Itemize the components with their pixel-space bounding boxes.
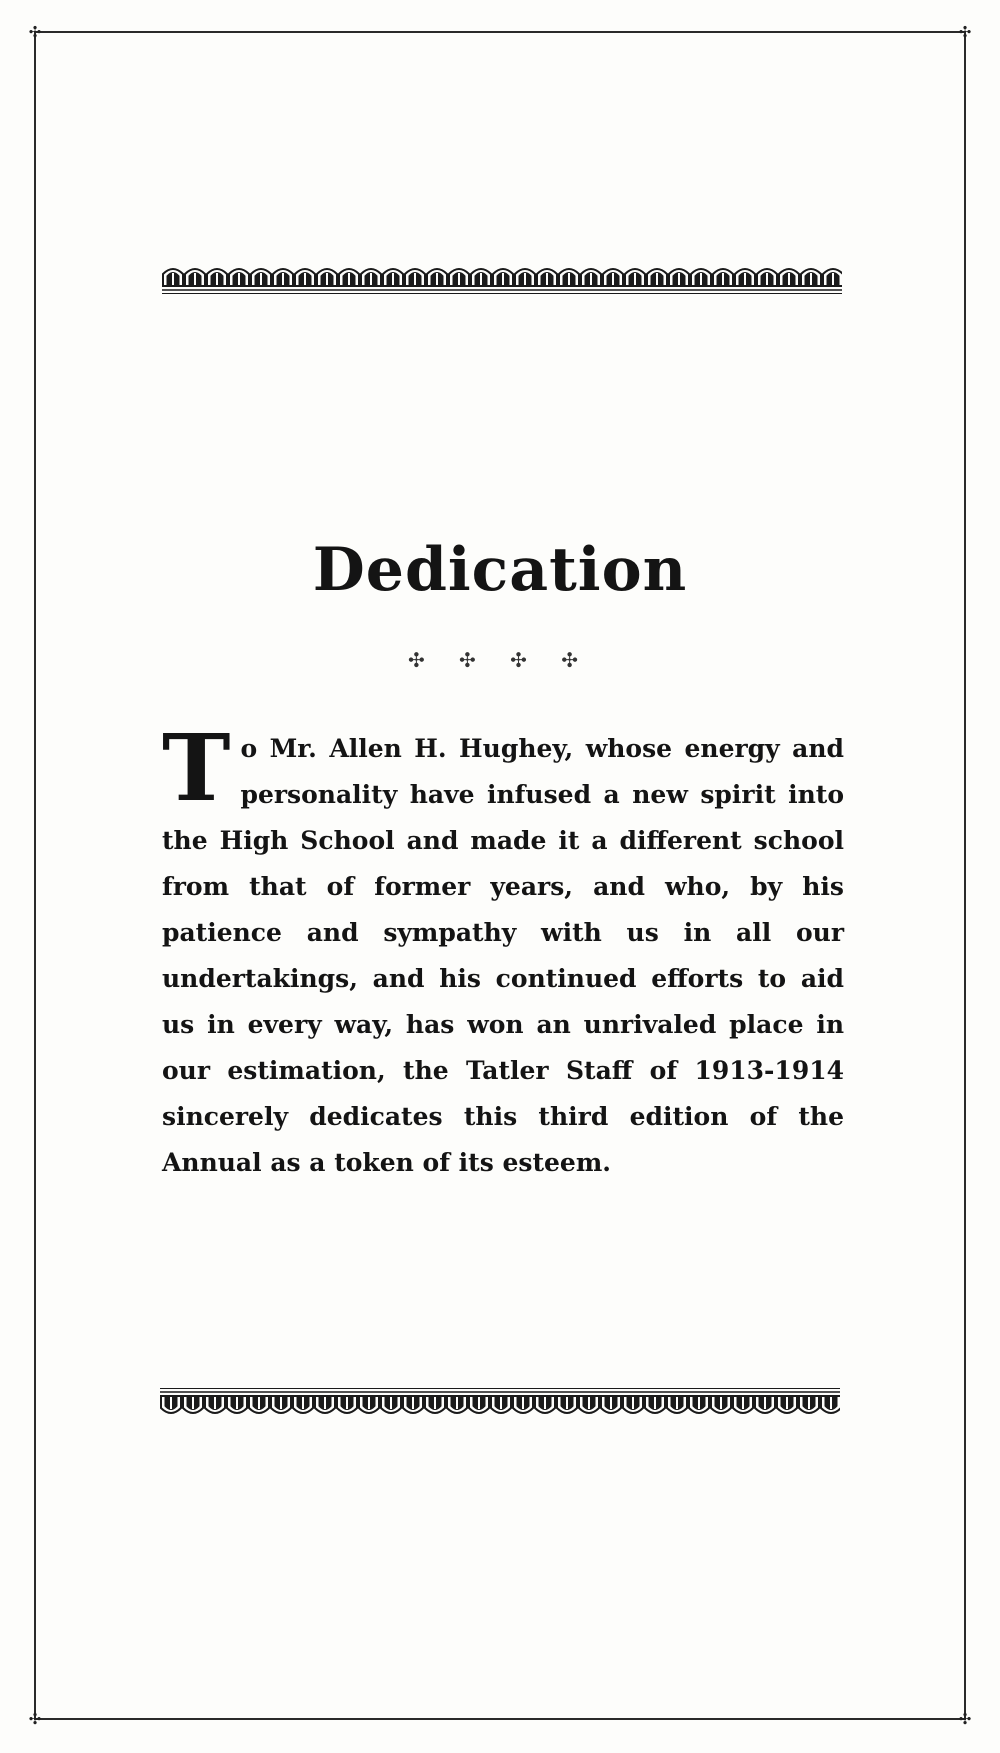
corner-ornament-icon: ✣ [958,1710,972,1728]
drop-cap: T [162,714,231,822]
dedication-text: o Mr. Allen H. Hughey, whose energy and personality have infused a new spirit into the High School and made it a different school from that of former years, and who, by his patience and sympathy with us in all our undertakings, and his continued efforts to aid us in every way, has won an unrivaled place in our estimation, the Tatler Staff of 1913-1914 sincerely dedicates this third edition of the Annual as a token of its esteem. [162,734,844,1177]
page-title: Dedication [312,535,688,605]
dedication-paragraph [162,714,844,1186]
frame-right-line [964,31,966,1720]
top-decorative-rule [162,265,842,295]
frame-top-line [34,31,966,33]
bottom-decorative-rule [160,1387,840,1417]
corner-ornament-icon: ✣ [958,23,972,41]
ornament-divider: ✣ ✣ ✣ ✣ [407,648,593,672]
corner-ornament-icon: ✣ [28,1710,42,1728]
frame-bottom-line [34,1718,966,1720]
frame-left-line [34,31,36,1720]
corner-ornament-icon: ✣ [28,23,42,41]
